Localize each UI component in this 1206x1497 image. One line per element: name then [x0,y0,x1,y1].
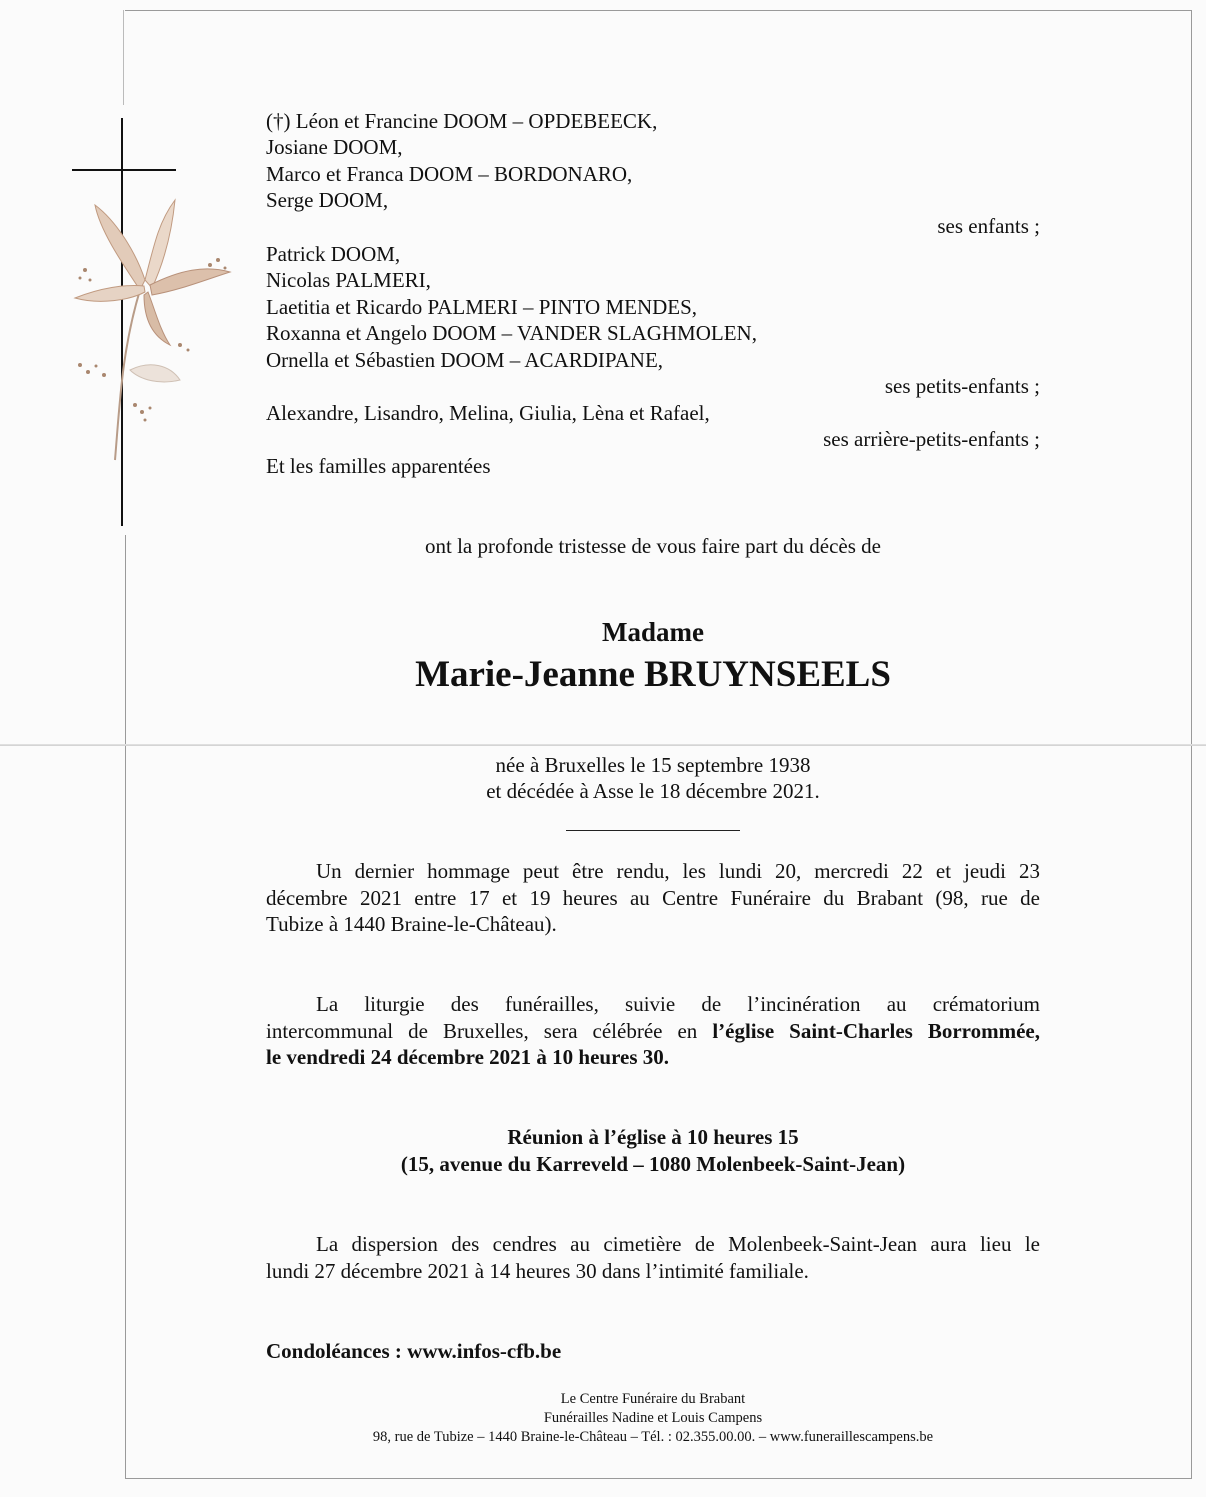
liturgy-text: intercommunal de Bruxelles, sera célébrée en [266,1018,713,1043]
meeting-time: Réunion à l’église à 10 heures 15 [507,1125,799,1149]
cross-icon-bar [72,169,176,171]
family-line: Patrick DOOM, [266,242,401,266]
liturgy-line [266,1018,1040,1045]
tribute-line: décembre 2021 entre 17 et 19 heures au Centre Funéraire du Brabant (98, rue de [266,885,1040,910]
family-line: Nicolas PALMERI, [266,268,431,292]
separator [566,830,740,831]
liturgy-paragraph [266,991,1040,1071]
tribute-paragraph [266,858,1040,938]
fold-line [0,744,1206,746]
great-grandchildren-label: ses arrière-petits-enfants ; [823,427,1040,451]
condolences-link[interactable]: Condoléances : www.infos-cfb.be [266,1339,562,1363]
footer-line: Le Centre Funéraire du Brabant [560,1391,746,1407]
dispersion-line: La dispersion des cendres au cimetière de Molenbeek-Saint-Jean aura lieu le [316,1232,1040,1256]
footer-line: Funérailles Nadine et Louis Campens [543,1410,763,1426]
meeting-address: (15, avenue du Karreveld – 1080 Molenbeek-Saint-Jean) [400,1152,906,1176]
tribute-line: Un dernier hommage peut être rendu, les lundi 20, mercredi 22 et jeudi 23 [316,859,1040,883]
relatives-line: Et les familles apparentées [266,454,491,478]
grandchildren-label: ses petits-enfants ; [884,374,1040,398]
children-label: ses enfants ; [937,214,1040,238]
dispersion-paragraph [266,1231,1040,1284]
tribute-line: Tubize à 1440 Braine-le-Château). [266,912,557,936]
family-line: Roxanna et Angelo DOOM – VANDER SLAGHMOLEN, [266,321,757,345]
deceased-name: Marie-Jeanne BRUYNSEELS [415,654,891,695]
footer-address: 98, rue de Tubize – 1440 Braine-le-Château – Tél. : 02.355.00.00. – www.funeraillescampens.be [372,1429,934,1445]
family-line: Ornella et Sébastien DOOM – ACARDIPANE, [266,348,664,372]
church-name: l’église Saint-Charles Borrommée, [712,1018,1040,1043]
family-line: Serge DOOM, [266,188,389,212]
family-line: Alexandre, Lisandro, Melina, Giulia, Lèna et Rafael, [266,401,710,425]
death-line: et décédée à Asse le 18 décembre 2021. [486,779,820,803]
birth-line: née à Bruxelles le 15 septembre 1938 [495,753,811,777]
dispersion-line: lundi 27 décembre 2021 à 14 heures 30 dans l’intimité familiale. [266,1258,809,1283]
lily-flower-icon [60,180,240,470]
funeral-date: le vendredi 24 décembre 2021 à 10 heures 30. [266,1045,670,1069]
liturgy-line: La liturgie des funérailles, suivie de l’incinération au crématorium [316,992,1040,1016]
family-line: Laetitia et Ricardo PALMERI – PINTO MENDES, [266,295,698,319]
family-line: (†) Léon et Francine DOOM – OPDEBEECK, [266,109,658,133]
announcement: ont la profonde tristesse de vous faire part du décès de [424,534,881,558]
card-border-left-top [123,10,124,105]
family-line: Marco et Franca DOOM – BORDONARO, [266,162,633,186]
family-line: Josiane DOOM, [266,135,403,159]
deceased-title: Madame [602,617,704,647]
